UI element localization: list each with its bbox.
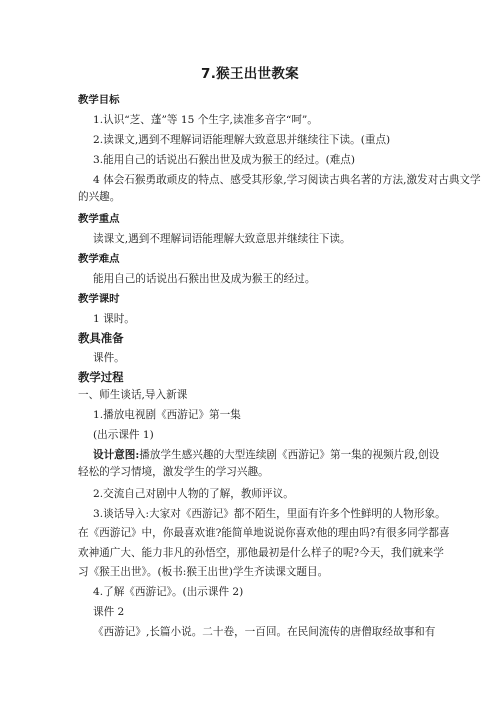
process-step1: 1.播放电视剧《西游记》第一集: [93, 409, 241, 421]
process-step3-line3: 欢神通广大、能力非凡的孙悟空，那他最初是什么样子的呢?今天，我们就来学: [78, 547, 444, 559]
goal-item-1: 1.认识“芝、蓬”等 15 个生字,读准多音字“呵”。: [93, 114, 318, 126]
heading-difficulty: 教学难点: [78, 253, 120, 265]
heading-key-points: 教学重点: [78, 213, 120, 225]
process-step4: 4.了解《西游记》。(出示课件 2): [93, 586, 244, 598]
design-intent-label: 设计意图:: [93, 449, 140, 461]
process-step2: 2.交流自己对剧中人物的了解，教师评议。: [93, 488, 294, 500]
hours-text: 1 课时。: [93, 313, 135, 325]
process-part1-title: 一、师生谈话,导入新课: [78, 389, 188, 401]
goal-item-4: 4 体会石猴勇敢顽皮的特点、感受其形象,学习阅读古典名著的方法,激发对古典文学: [93, 174, 481, 186]
goal-item-3: 3.能用自己的话说出石猴出世及成为猴王的经过。(难点): [93, 154, 356, 166]
slide2-text: 《西游记》,长篇小说。二十卷，一百回。在民间流传的唐僧取经故事和有: [93, 626, 436, 638]
process-step3-line2: 在《西游记》中，你最喜欢谁?能简单地说说你喜欢他的理由吗?有很多同学都喜: [78, 527, 450, 539]
heading-prep: 教具准备: [78, 331, 124, 345]
heading-goals: 教学目标: [78, 94, 120, 106]
process-step1-note: (出示课件 1): [93, 429, 154, 441]
design-intent-text: 播放学生感兴趣的大型连续剧《西游记》第一集的视频片段,创设: [139, 449, 440, 461]
design-intent-text-cont: 轻松的学习情境，激发学生的学习兴趣。: [78, 466, 269, 478]
prep-text: 课件。: [93, 352, 125, 364]
heading-hours: 教学课时: [78, 293, 120, 305]
design-intent: [93, 448, 439, 462]
key-points-text: 读课文,遇到不理解词语能理解大致意思并继续往下读。: [93, 233, 351, 245]
slide2-label: 课件 2: [93, 606, 125, 618]
goal-item-2: 2.读课文,遇到不理解词语能理解大致意思并继续往下读。(重点): [93, 134, 391, 146]
process-step3-line1: 3.谈话导入:大家对《西游记》都不陌生，里面有许多个性鲜明的人物形象。: [93, 508, 446, 520]
heading-process: 教学过程: [78, 370, 124, 384]
process-step3-line4: 习《猴王出世》。(板书:猴王出世)学生齐读课文题目。: [78, 566, 329, 578]
goal-item-4-cont: 的兴趣。: [78, 191, 121, 203]
difficulty-text: 能用自己的话说出石猴出世及成为猴王的经过。: [93, 273, 316, 285]
page-title: 7.猴王出世教案: [201, 66, 299, 82]
